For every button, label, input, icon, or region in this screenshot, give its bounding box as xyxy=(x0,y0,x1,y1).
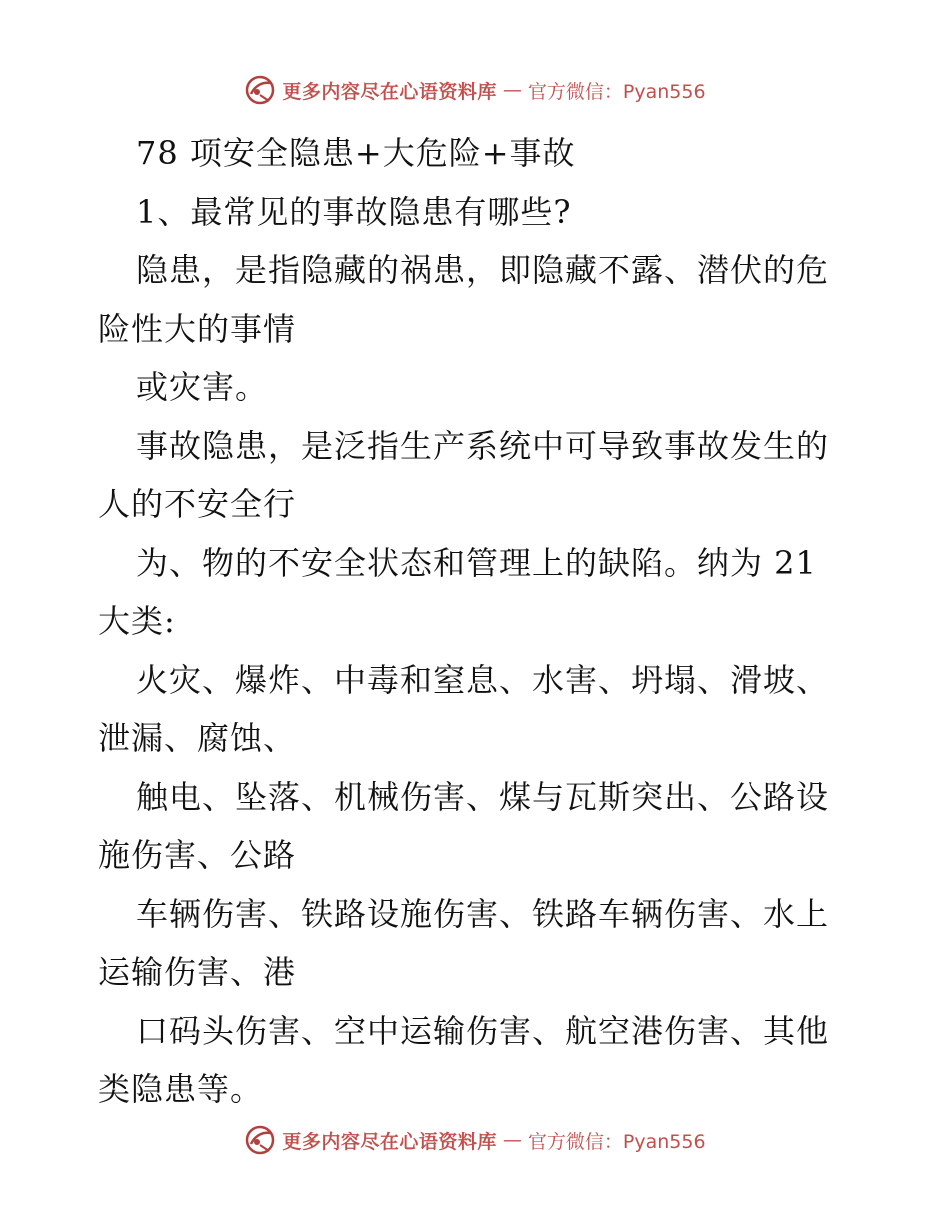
watermark-wechat: 官方微信：Pyan556 xyxy=(527,1130,706,1153)
question-heading: 1、最常见的事故隐患有哪些? xyxy=(136,192,572,231)
watermark-text: 更多内容尽在心语资料库 xyxy=(282,1130,497,1153)
text-line: 车辆伤害、铁路设施伤害、铁路车辆伤害、水上 xyxy=(136,894,830,933)
text-line: 触电、坠落、机械伤害、煤与瓦斯突出、公路设 xyxy=(136,777,830,816)
text-line: 口码头伤害、空中运输伤害、航空港伤害、其他 xyxy=(136,1011,830,1050)
text-line: 火灾、爆炸、中毒和窒息、水害、坍塌、滑坡、 xyxy=(136,660,830,699)
logo-icon xyxy=(244,1124,276,1156)
text-line: 险性大的事情 xyxy=(98,309,297,348)
text-line: 为、物的不安全状态和管理上的缺陷。纳为 21 xyxy=(136,543,817,582)
text-line: 泄漏、腐蚀、 xyxy=(98,719,297,757)
doc-title: 78 项安全隐患+大危险+事故 xyxy=(136,134,576,172)
logo-icon xyxy=(244,74,276,106)
watermark-wechat: 官方微信：Pyan556 xyxy=(527,80,706,103)
text-line: 事故隐患，是泛指生产系统中可导致事故发生的 xyxy=(136,426,830,465)
text-line: 或灾害。 xyxy=(136,368,269,406)
text-line: 隐患，是指隐藏的祸患，即隐藏不露、潜伏的危 xyxy=(136,251,830,289)
text-line: 大类: xyxy=(98,602,176,640)
watermark-header xyxy=(0,70,950,110)
text-line: 运输伤害、港 xyxy=(98,953,297,991)
text-line: 施伤害、公路 xyxy=(98,836,297,874)
watermark-footer xyxy=(0,1120,950,1160)
watermark-dash: — xyxy=(502,79,522,101)
document-body xyxy=(98,124,858,1119)
text-line: 类隐患等。 xyxy=(98,1070,264,1108)
watermark-text: 更多内容尽在心语资料库 xyxy=(282,80,497,103)
text-line: 人的不安全行 xyxy=(98,485,297,523)
watermark-dash: — xyxy=(502,1129,522,1151)
